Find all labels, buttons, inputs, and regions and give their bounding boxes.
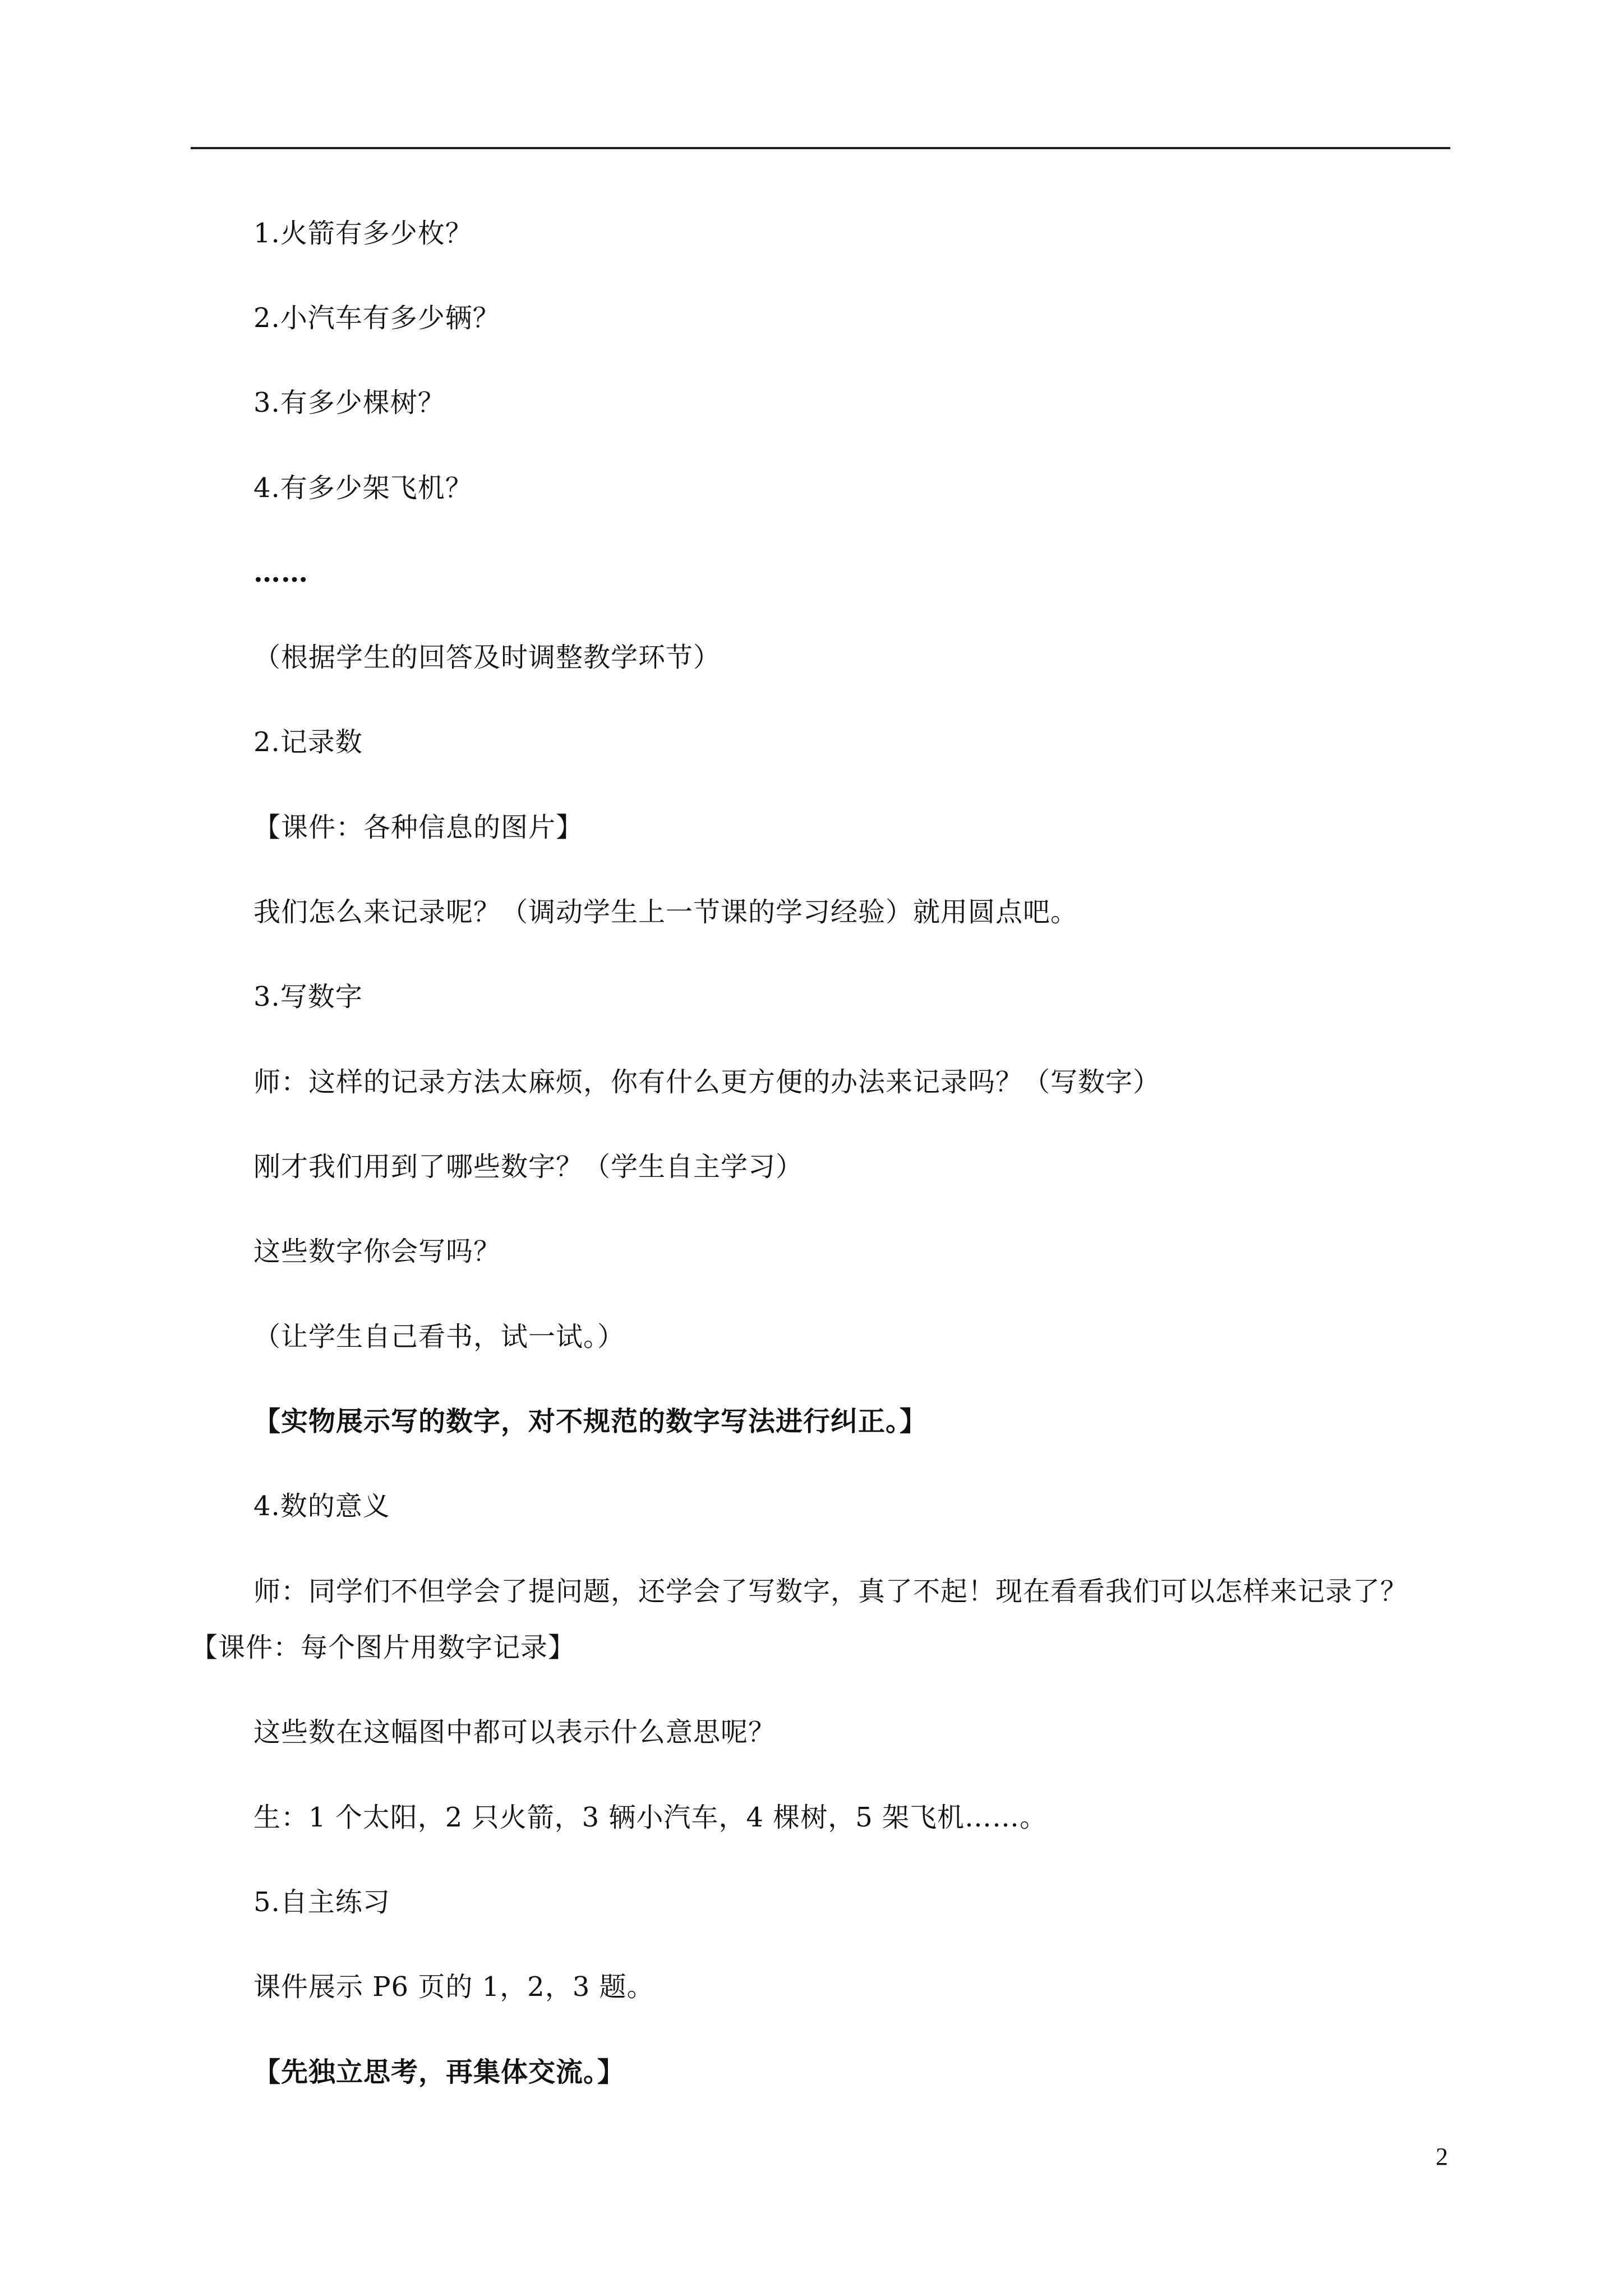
- note-correct-writing: 【实物展示写的数字，对不规范的数字写法进行纠正。】: [253, 1406, 928, 1437]
- ellipsis: ……: [253, 557, 308, 588]
- paragraph-can-you-write: 这些数字你会写吗？: [253, 1236, 501, 1267]
- paragraph-try-it: （让学生自己看书，试一试。）: [253, 1321, 625, 1352]
- question-cars: 2.小汽车有多少辆？: [253, 302, 500, 334]
- courseware-note-pictures: 【课件：各种信息的图片】: [253, 812, 584, 843]
- courseware-note-digits: 【课件：每个图片用数字记录】: [191, 1632, 576, 1663]
- header-rule: [191, 147, 1450, 149]
- paragraph-what-meaning: 这些数在这幅图中都可以表示什么意思呢？: [253, 1717, 776, 1748]
- page-number: 2: [1436, 2143, 1448, 2170]
- section-self-practice: 5.自主练习: [253, 1887, 390, 1918]
- teaching-note: （根据学生的回答及时调整教学环节）: [253, 642, 721, 673]
- section-record-numbers: 2.记录数: [253, 726, 363, 758]
- teacher-question: 师：这样的记录方法太麻烦，你有什么更方便的办法来记录吗？（写数字）: [253, 1066, 1161, 1098]
- question-trees: 3.有多少棵树？: [253, 387, 445, 418]
- paragraph-which-numbers: 刚才我们用到了哪些数字？（学生自主学习）: [253, 1151, 804, 1182]
- paragraph-exercises: 课件展示 P6 页的 1，2，3 题。: [253, 1971, 654, 2003]
- student-answer: 生：1 个太阳，2 只火箭，3 辆小汽车，4 棵树，5 架飞机……。: [253, 1802, 1047, 1833]
- note-think-then-share: 【先独立思考，再集体交流。】: [253, 2056, 625, 2088]
- teacher-praise: 师：同学们不但学会了提问题，还学会了写数字，真了不起！现在看看我们可以怎样来记录了？: [253, 1576, 1408, 1607]
- paragraph-how-to-record: 我们怎么来记录呢？（调动学生上一节课的学习经验）就用圆点吧。: [253, 896, 1078, 928]
- question-planes: 4.有多少架飞机？: [253, 472, 473, 504]
- section-meaning-of-numbers: 4.数的意义: [253, 1490, 390, 1522]
- section-write-numbers: 3.写数字: [253, 981, 363, 1013]
- question-rockets: 1.火箭有多少枚？: [253, 218, 473, 249]
